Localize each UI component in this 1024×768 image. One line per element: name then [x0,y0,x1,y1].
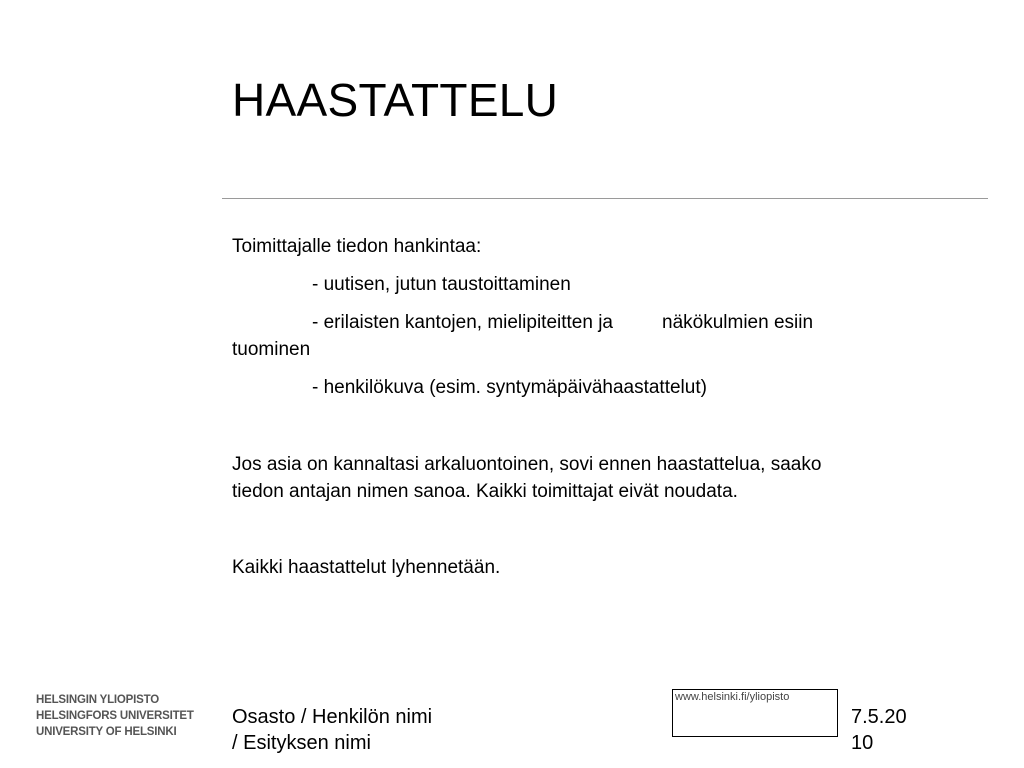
bullet-viewpoints-part2: näkökulmien esiin [662,312,814,333]
bullet-background: - uutisen, jutun taustoittaminen [312,274,571,295]
bullet-viewpoints-wrap: tuominen [232,339,311,360]
footer-date-line1: 7.5.20 [851,706,907,728]
slide-title: HAASTATTELU [232,74,559,126]
logo-line-finnish: HELSINGIN YLIOPISTO [36,694,159,706]
bullet-viewpoints [232,310,813,336]
footer-presentation-name: / Esityksen nimi [232,732,371,754]
footer-presentation-info [232,704,432,756]
bullet-viewpoints-part1: - erilaisten kantojen, mielipiteitten ja [312,312,613,333]
url-box [672,689,838,737]
paragraph-sensitive-line1: Jos asia on kannaltasi arkaluontoinen, sovi ennen haastattelua, saako [232,454,822,475]
title-divider [222,198,988,199]
paragraph-sensitive-line2: tiedon antajan nimen sanoa. Kaikki toimittajat eivät noudata. [232,481,738,502]
university-logo [36,692,194,740]
intro-text: Toimittajalle tiedon hankintaa: [232,236,482,257]
footer-date-line2: 10 [851,732,874,754]
logo-line-english: UNIVERSITY OF HELSINKI [36,726,177,738]
paragraph-shortened: Kaikki haastattelut lyhennetään. [232,557,501,578]
logo-line-swedish: HELSINGFORS UNIVERSITET [36,710,194,722]
footer-date [851,704,907,756]
footer-department: Osasto / Henkilön nimi [232,706,433,728]
bullet-portrait: - henkilökuva (esim. syntymäpäivähaastattelut) [312,377,707,398]
university-url-link[interactable]: www.helsinki.fi/yliopisto [675,691,790,703]
